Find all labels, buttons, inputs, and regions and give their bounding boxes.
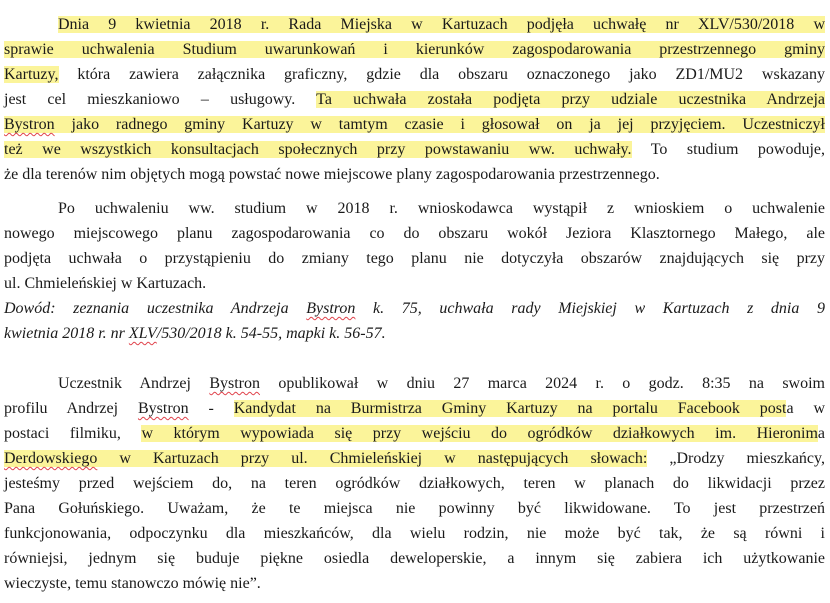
text-line: Uczestnik Andrzej Bystron opublikował w dniu 27 marca 2024 r. o godz. 8:35 na swoim: [58, 375, 826, 392]
text-line: Po uchwaleniu ww. studium w 2018 r. wnioskodawca wystąpił z wnioskiem o uchwalenie: [58, 200, 825, 217]
text-line: jest cel mieszkaniowo – usługowy. Ta uchwała została podjęta przy udziale uczestnika Andrzeja: [4, 91, 826, 108]
text-line: jesteśmy przed wejściem do, na teren ogródków działkowych, teren w planach do likwidacji przez: [4, 475, 825, 492]
text-line: Bystron jako radnego gminy Kartuzy w tamtym czasie i głosował on ja jej przyjęciem. Uczestniczył: [4, 116, 825, 133]
text-line: równiejsi, jednym się buduje piękne osiedla deweloperskie, a innym się zabiera ich użytkowanie: [4, 550, 825, 567]
evidence-line: Dowód: zeznania uczestnika Andrzeja Bystron k. 75, uchwała rady Miejskiej w Kartuzach z dnia 9: [4, 300, 826, 317]
text-line: profilu Andrzej Bystron - Kandydat na Burmistrza Gminy Kartuzy na portalu Facebook posta w: [4, 400, 826, 417]
text-line: Derdowskiego w Kartuzach przy ul. Chmieleńskiej w następujących słowach: „Drodzy mieszkańcy,: [4, 450, 825, 467]
text-line: Pana Gołuńskiego. Uważam, że te miejsca nie powinny być likwidowane. To jest przestrzeń: [4, 500, 825, 517]
text-line: funkcjonowania, odpoczynku dla mieszkańców, dla wielu rodzin, nie może być tak, że są równi i: [4, 525, 825, 542]
text-line: ul. Chmieleńskiej w Kartuzach.: [4, 275, 207, 292]
text-line: wieczyste, temu stanowczo mówię nie”.: [4, 575, 261, 592]
text-line: sprawie uchwalenia Studium uwarunkowań i kierunków zagospodarowania przestrzennego gminy: [4, 41, 825, 58]
text-line: postaci filmiku, w którym wypowiada się przy wejściu do ogródków działkowych im. Hieronima: [4, 425, 825, 442]
text-line: nowego miejscowego planu zagospodarowania co do obszaru wokół Jeziora Klasztornego Małego, ale: [4, 225, 825, 242]
text-line: Kartuzy, która zawiera załącznika graficzny, gdzie dla obszaru oznaczonego jako ZD1/MU2 wskazany: [4, 66, 825, 83]
text-line: podjęta uchwała o przystąpieniu do zmiany tego planu nie dotyczyła obszarów znajdujących się przy: [4, 250, 825, 267]
text-line: Dnia 9 kwietnia 2018 r. Rada Miejska w Kartuzach podjęła uchwałę nr XLV/530/2018 w: [58, 16, 825, 33]
text-line: też we wszystkich konsultacjach społecznych przy powstawaniu ww. uchwały. To studium powoduje,: [4, 141, 826, 158]
evidence-line: kwietnia 2018 r. nr XLV/530/2018 k. 54-55, mapki k. 56-57.: [4, 325, 386, 342]
text-line: że dla terenów nim objętych mogą powstać nowe miejscowe plany zagospodarowania przestrzennego.: [4, 166, 660, 183]
